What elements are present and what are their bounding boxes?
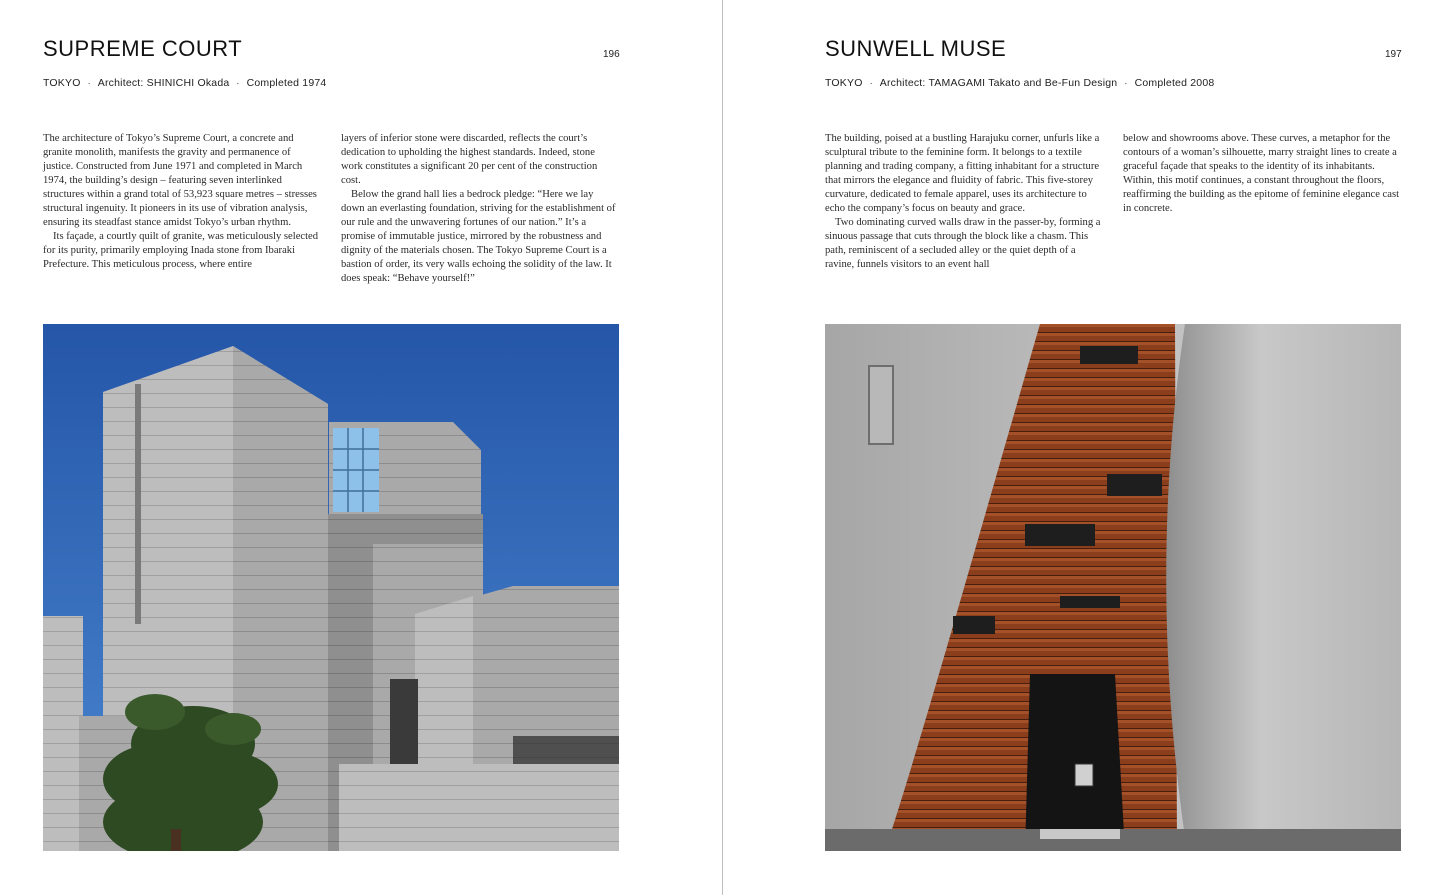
meta-separator: · [1124, 78, 1128, 88]
left-edge-block [43, 616, 83, 851]
project-meta [43, 77, 326, 89]
step-light [1040, 829, 1120, 839]
meta-completed: Completed 2008 [1134, 77, 1215, 89]
utility-panel [869, 366, 893, 444]
meta-architect: Architect: TAMAGAMI Takato and Be-Fun Design [879, 77, 1118, 89]
pine-tree [103, 694, 278, 851]
right-page [723, 0, 1445, 895]
meta-location: TOKYO [43, 77, 81, 89]
paragraph: Its façade, a courtly quilt of granite, was meticulously selected for its purity, primarily employing Inada stone from Ibaraki Prefecture. This meticulous process, where entire [43, 231, 319, 270]
meta-separator: · [87, 78, 91, 88]
right-wall [1166, 324, 1401, 851]
meta-separator: · [869, 78, 873, 88]
paragraph: Two dominating curved walls draw in the passer-by, forming a sinuous passage that cuts through the block like a chasm. This path, reminiscent of a secluded alley or the quiet depth of a ravine, funnels visitors to an event hall [825, 217, 1101, 270]
tower-slot [135, 384, 141, 624]
text-column-2 [341, 132, 619, 286]
paragraph: below and showrooms above. These curves, a metaphor for the contours of a woman’s silhouette, marry straight lines to create a graceful façade that speaks to the identity of its inhabitants. Within, this motif continues, a constant throughout the floors, reaffirming the building as the epitome of feminine elegance cast in concrete. [1123, 133, 1400, 214]
project-meta [825, 77, 1214, 89]
page-title: SUPREME COURT [43, 36, 243, 61]
meta-completed: Completed 1974 [246, 77, 327, 89]
meta-separator: · [236, 78, 240, 88]
text-column-2 [1123, 132, 1401, 216]
glass-strip [513, 736, 619, 764]
sunwell-muse-photo [825, 324, 1401, 851]
meta-location: TOKYO [825, 77, 863, 89]
doorway [1025, 674, 1125, 851]
paragraph: The building, poised at a bustling Harajuku corner, unfurls like a sculptural tribute to the feminine form. It belongs to a textile planning and trading company, a fitting inhabitant for a structure that mirrors the elegance and fluidity of fabric. This five-storey curvature, dedicated to female apparel, uses its architecture to echo the company’s focus on beauty and grace. [825, 133, 1100, 214]
paragraph: Below the grand hall lies a bedrock pledge: “Here we lay down an everlasting foundation, striving for the establishment of our rule and the unwavering fortunes of our nation.” It’s a promise of immutable justice, mirrored by the robustness and dignity of the materials chosen. The Tokyo Supreme Court is a bastion of order, its very walls echoing the solidity of the law. It does speak: “Behave yourself!” [341, 189, 616, 284]
page-number: 197 [1385, 49, 1402, 60]
sign-icon [1075, 764, 1093, 786]
text-column-1 [825, 132, 1103, 272]
supreme-court-photo [43, 324, 619, 851]
page-title: SUNWELL MUSE [825, 36, 1007, 61]
text-column-1 [43, 132, 321, 272]
front-wall [339, 764, 619, 851]
sunwell-muse-illustration [825, 324, 1401, 851]
page-number: 196 [603, 49, 620, 60]
left-page [0, 0, 722, 895]
meta-architect: Architect: SHINICHI Okada [97, 77, 230, 89]
supreme-court-illustration [43, 324, 619, 851]
paragraph: layers of inferior stone were discarded, reflects the court’s dedication to upholding the highest standards. Indeed, stone work constitutes a significant 20 per cent of the construction cost. [341, 133, 598, 186]
tree-trunk [171, 829, 181, 851]
paragraph: The architecture of Tokyo’s Supreme Court, a concrete and granite monolith, manifests the gravity and permanence of justice. Constructed from June 1971 and completed in March 1974, the building’s design – featuring seven interlinked structures within a grand total of 53,923 square metres – stresses structural ingenuity. It pioneers in its use of vibration analysis, ensuring its steadfast stance amidst Tokyo’s urban rhythm. [43, 133, 317, 228]
